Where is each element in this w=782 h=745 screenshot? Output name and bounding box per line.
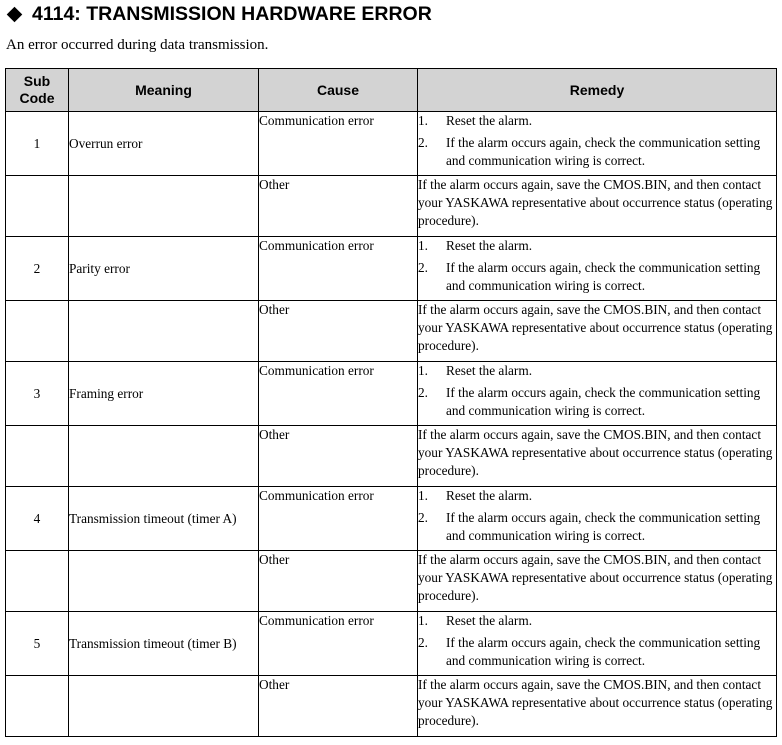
- cause-cell: Other: [259, 176, 418, 237]
- step-text: If the alarm occurs again, check the communication setting and communication wiring is correct.: [446, 510, 761, 543]
- subcode-cell: 4: [6, 487, 69, 551]
- step-number: 2.: [418, 385, 428, 400]
- remedy-cell: If the alarm occurs again, save the CMOS.BIN, and then contact your YASKAWA representative about occurrence status (operating procedure).: [418, 676, 777, 737]
- remedy-step: [418, 112, 776, 130]
- cause-cell: Communication error: [259, 362, 418, 426]
- header-meaning: Meaning: [69, 69, 259, 112]
- remedy-step: [418, 487, 776, 505]
- subcode-cell-empty: [6, 676, 69, 737]
- remedy-step: [418, 259, 776, 295]
- cause-cell: Other: [259, 426, 418, 487]
- step-text: Reset the alarm.: [446, 613, 533, 628]
- remedy-step: [418, 237, 776, 255]
- remedy-cell: If the alarm occurs again, save the CMOS.BIN, and then contact your YASKAWA representative about occurrence status (operating procedure).: [418, 426, 777, 487]
- subcode-cell: 5: [6, 612, 69, 676]
- cause-cell: Communication error: [259, 112, 418, 176]
- subcode-cell: 2: [6, 237, 69, 301]
- table-row: [6, 551, 777, 612]
- meaning-cell: Parity error: [69, 237, 259, 301]
- step-number: 2.: [418, 510, 428, 525]
- subcode-cell-empty: [6, 551, 69, 612]
- table-row: [6, 112, 777, 176]
- remedy-cell: [418, 112, 777, 176]
- cause-cell: Other: [259, 551, 418, 612]
- remedy-cell: [418, 237, 777, 301]
- remedy-cell: If the alarm occurs again, save the CMOS.BIN, and then contact your YASKAWA representative about occurrence status (operating procedure).: [418, 301, 777, 362]
- step-text: Reset the alarm.: [446, 488, 533, 503]
- alarm-table: [5, 68, 777, 737]
- subcode-cell-empty: [6, 301, 69, 362]
- remedy-cell: If the alarm occurs again, save the CMOS.BIN, and then contact your YASKAWA representative about occurrence status (operating procedure).: [418, 551, 777, 612]
- subcode-cell: 1: [6, 112, 69, 176]
- remedy-step: [418, 384, 776, 420]
- meaning-cell-empty: [69, 676, 259, 737]
- remedy-step: [418, 612, 776, 630]
- meaning-cell-empty: [69, 426, 259, 487]
- cause-cell: Communication error: [259, 612, 418, 676]
- subcode-cell-empty: [6, 426, 69, 487]
- remedy-step: [418, 134, 776, 170]
- meaning-cell: Framing error: [69, 362, 259, 426]
- diamond-bullet-icon: [7, 6, 23, 22]
- table-header-row: [6, 69, 777, 112]
- step-number: 1.: [418, 488, 428, 503]
- step-text: If the alarm occurs again, check the communication setting and communication wiring is correct.: [446, 635, 761, 668]
- remedy-cell: If the alarm occurs again, save the CMOS.BIN, and then contact your YASKAWA representative about occurrence status (operating procedure).: [418, 176, 777, 237]
- subcode-cell-empty: [6, 176, 69, 237]
- table-row: [6, 426, 777, 487]
- table-row: [6, 362, 777, 426]
- header-remedy: Remedy: [418, 69, 777, 112]
- meaning-cell: Overrun error: [69, 112, 259, 176]
- cause-cell: Other: [259, 676, 418, 737]
- table-row: [6, 301, 777, 362]
- table-row: [6, 676, 777, 737]
- subcode-cell: 3: [6, 362, 69, 426]
- step-text: If the alarm occurs again, check the communication setting and communication wiring is correct.: [446, 385, 761, 418]
- step-number: 2.: [418, 260, 428, 275]
- remedy-cell: [418, 487, 777, 551]
- header-subcode: Sub Code: [6, 69, 69, 112]
- step-text: Reset the alarm.: [446, 113, 533, 128]
- page-title-text: 4114: TRANSMISSION HARDWARE ERROR: [32, 2, 432, 25]
- table-row: [6, 237, 777, 301]
- table-row: [6, 176, 777, 237]
- meaning-cell-empty: [69, 176, 259, 237]
- remedy-step: [418, 362, 776, 380]
- step-text: Reset the alarm.: [446, 363, 533, 378]
- header-cause: Cause: [259, 69, 418, 112]
- step-number: 1.: [418, 363, 428, 378]
- table-row: [6, 612, 777, 676]
- cause-cell: Other: [259, 301, 418, 362]
- table-row: [6, 487, 777, 551]
- error-description: An error occurred during data transmission.: [6, 37, 269, 53]
- step-text: If the alarm occurs again, check the communication setting and communication wiring is correct.: [446, 260, 761, 293]
- step-number: 1.: [418, 613, 428, 628]
- meaning-cell: Transmission timeout (timer A): [69, 487, 259, 551]
- step-number: 2.: [418, 135, 428, 150]
- meaning-cell-empty: [69, 551, 259, 612]
- step-number: 1.: [418, 238, 428, 253]
- remedy-cell: [418, 612, 777, 676]
- remedy-step: [418, 509, 776, 545]
- remedy-step: [418, 634, 776, 670]
- step-number: 1.: [418, 113, 428, 128]
- remedy-cell: [418, 362, 777, 426]
- page-title: [6, 2, 432, 26]
- step-text: If the alarm occurs again, check the communication setting and communication wiring is correct.: [446, 135, 761, 168]
- meaning-cell-empty: [69, 301, 259, 362]
- step-text: Reset the alarm.: [446, 238, 533, 253]
- meaning-cell: Transmission timeout (timer B): [69, 612, 259, 676]
- cause-cell: Communication error: [259, 487, 418, 551]
- step-number: 2.: [418, 635, 428, 650]
- cause-cell: Communication error: [259, 237, 418, 301]
